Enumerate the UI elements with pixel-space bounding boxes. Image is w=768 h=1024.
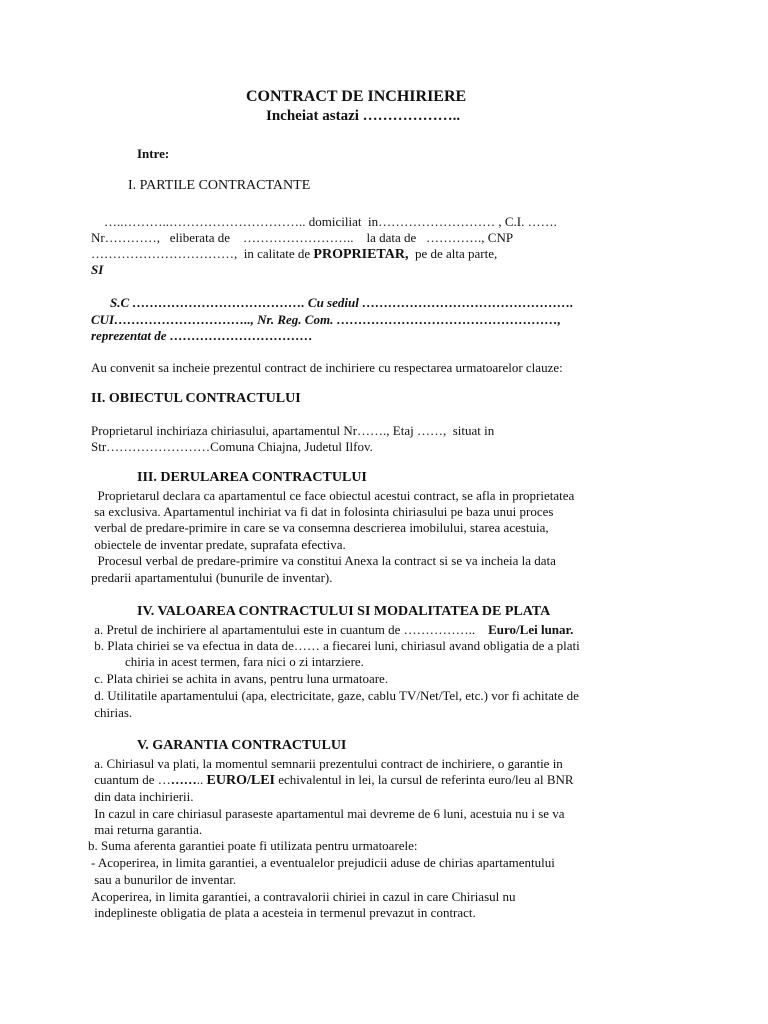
cui-label: CUI xyxy=(91,312,115,327)
guarantee-line-6: b. Suma aferenta garantiei poate fi utilizata pentru urmatoarele: xyxy=(88,838,418,853)
section-3-heading: III. DERULAREA CONTRACTULUI xyxy=(137,470,367,485)
derulare-line-4: obiectele de inventar predate, suprafata efectiva. xyxy=(91,537,346,552)
reg-com-label: , Nr. Reg. Com. xyxy=(250,312,334,327)
guarantee-amount-label: cuantum de … xyxy=(91,772,171,787)
section-5-heading: V. GARANTIA CONTRACTULUI xyxy=(137,738,347,753)
guarantee-line-8: sau a bunurilor de inventar. xyxy=(91,872,237,887)
representative-blank: …………………………… xyxy=(166,328,313,343)
guarantee-amount-dots: .. xyxy=(196,772,207,787)
guarantee-line-10: indeplineste obligatia de plata a acesteia in termenul prevazut in contract. xyxy=(91,905,476,920)
representative-label: reprezentat de xyxy=(91,328,167,343)
derulare-line-6: predarii apartamentului (bunurile de inventar). xyxy=(91,570,333,585)
derulare-line-2: sa exclusiva. Apartamentul inchiriat va fi dat in folosinta chiriasului pe baza unui proces xyxy=(91,504,554,519)
owner-other-party: pe de alta parte, xyxy=(408,246,498,261)
guarantee-line-9: Acoperirea, in limita garantiei, a contravalorii chiriei in cazul in care Chiriasul nu xyxy=(91,889,516,904)
derulare-line-5: Procesul verbal de predare-primire va constitui Anexa la contract si se va incheia la data xyxy=(91,553,556,568)
company-sc-label: S.C xyxy=(110,295,130,310)
cui-blank: ………………………….. xyxy=(114,312,251,327)
parties-line-2: Nr…………, eliberata de …………………….. la data de …………., CNP xyxy=(91,230,514,245)
owner-role: PROPRIETAR, xyxy=(313,247,409,262)
agreement-sentence: Au convenit sa incheie prezentul contract de inchiriere cu respectarea urmatoarelor clauze: xyxy=(91,360,563,375)
company-seat-label: Cu sediul xyxy=(304,295,359,310)
price-line xyxy=(91,622,573,638)
si-label: SI xyxy=(91,262,104,277)
company-line xyxy=(110,295,573,311)
company-name-blank: …………………………………. xyxy=(129,295,305,310)
advance-payment-line: c. Plata chiriei se achita in avans, pentru luna urmatoare. xyxy=(91,671,389,686)
section-1-heading: I. PARTILE CONTRACTANTE xyxy=(128,178,311,193)
guarantee-line-5: mai returna garantia. xyxy=(91,822,203,837)
parties-line-1: …..………..………………………….. domiciliat in……………………… , C.I. ……. xyxy=(104,214,557,229)
utilities-line-2: chirias. xyxy=(91,705,133,720)
utilities-line-1: d. Utilitatile apartamentului (apa, electricitate, gaze, cablu TV/Net/Tel, etc.) vor fi achitate de xyxy=(91,688,579,703)
object-line-1: Proprietarul inchiriaza chiriasului, apartamentul Nr……., Etaj ……, situat in xyxy=(91,423,495,438)
derulare-line-1: Proprietarul declara ca apartamentul ce face obiectul acestui contract, se afla in proprietatea xyxy=(91,488,575,503)
guarantee-line-4: In cazul in care chiriasul paraseste apartamentul mai devreme de 6 luni, acestuia nu i se va xyxy=(91,806,565,821)
section-4-heading: IV. VALOAREA CONTRACTULUI SI MODALITATEA DE PLATA xyxy=(137,604,551,619)
guarantee-line-7: - Acoperirea, in limita garantiei, a eventualelor prejudicii aduse de chirias apartamentului xyxy=(91,855,555,870)
guarantee-amount-blank: …… xyxy=(170,772,197,787)
owner-blank: ……………………………, in calitate de xyxy=(91,246,314,261)
company-seat-blank: …………………………………………. xyxy=(358,295,574,310)
parties-line-3 xyxy=(91,246,497,263)
contract-title: CONTRACT DE INCHIRIERE xyxy=(246,88,467,105)
representative-line xyxy=(91,328,313,344)
payment-date-line-1: b. Plata chiriei se va efectua in data de…… a fiecarei luni, chiriasul avand obligatia de a plati xyxy=(91,638,580,653)
guarantee-line-3: din data inchirierii. xyxy=(91,789,194,804)
reg-com-blank: ……………………………………………, xyxy=(333,312,561,327)
section-2-heading: II. OBIECTUL CONTRACTULUI xyxy=(91,391,301,406)
company-cui-line xyxy=(91,312,561,328)
intro-label: Intre: xyxy=(137,146,170,161)
guarantee-exchange-text: echivalentul in lei, la cursul de referinta euro/leu al BNR xyxy=(275,772,574,787)
price-currency: Euro/Lei lunar. xyxy=(488,622,574,637)
guarantee-line-1: a. Chiriasul va plati, la momentul semnarii prezentului contract de inchiriere, o garantie in xyxy=(91,756,563,771)
contract-date-line: Incheiat astazi ……………….. xyxy=(266,108,461,124)
price-text: a. Pretul de inchiriere al apartamentului este in cuantum de …………….. xyxy=(91,622,489,637)
payment-date-line-2: chiria in acest termen, fara nici o zi intarziere. xyxy=(125,654,364,669)
guarantee-currency: EURO/LEI xyxy=(206,773,276,788)
guarantee-line-2 xyxy=(91,772,574,789)
derulare-line-3: verbal de predare-primire in care se va consemna descrierea imobilului, starea acestuia, xyxy=(91,520,549,535)
object-line-2: Str……………………Comuna Chiajna, Judetul Ilfov. xyxy=(91,439,373,454)
